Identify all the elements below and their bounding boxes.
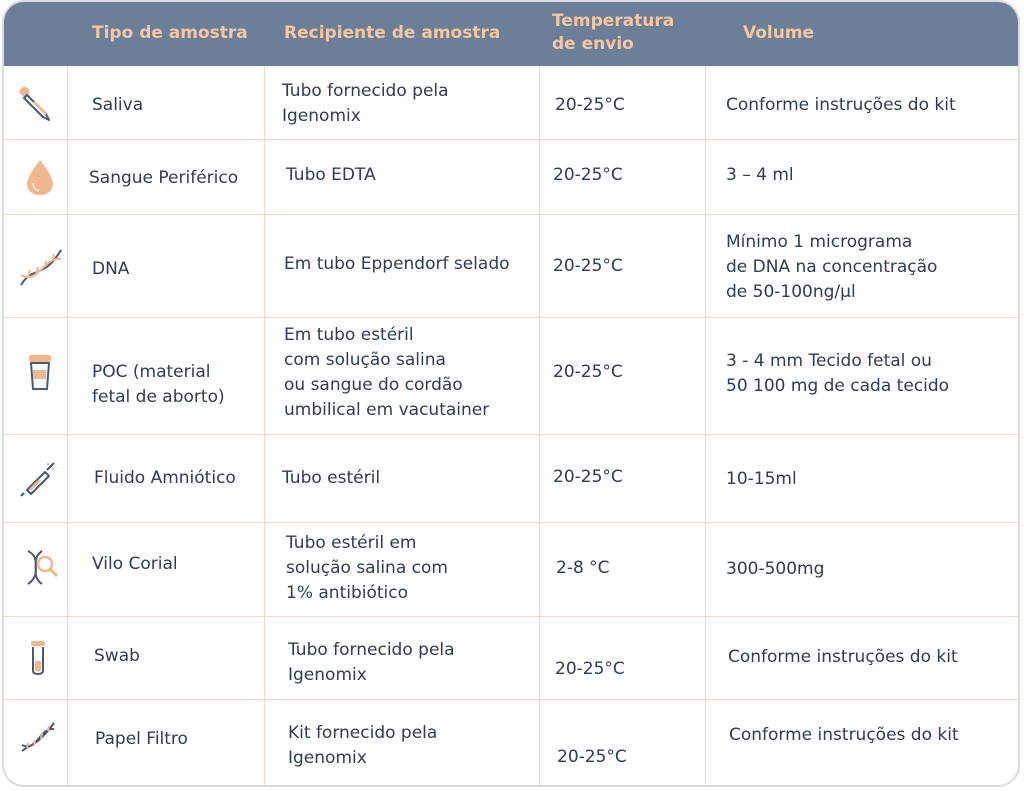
- container-line: Igenomix: [288, 665, 367, 685]
- volume-filter-paper: Conforme instruções do kit: [729, 725, 959, 745]
- syringe-icon: [18, 459, 58, 499]
- sample-table: [2, 0, 1020, 787]
- container-line: com solução salina: [284, 350, 446, 370]
- volume-blood: 3 – 4 ml: [726, 165, 794, 185]
- header-temperature-line1: Temperatura: [552, 11, 675, 31]
- temperature-filter-paper: 20-25°C: [557, 747, 627, 767]
- specimen-jar-icon: [20, 352, 60, 392]
- dropper-icon: [16, 84, 56, 124]
- volume-dna: [726, 230, 937, 305]
- test-tube-icon: [18, 639, 58, 679]
- container-line: Tubo fornecido pela: [288, 640, 455, 660]
- volume-chorionic: 300-500mg: [726, 559, 825, 579]
- volume-line: 3 - 4 mm Tecido fetal ou: [726, 351, 932, 371]
- row-divider: [4, 214, 1018, 215]
- sample-type-line: fetal de aborto): [92, 387, 225, 407]
- container-line: Em tubo estéril: [284, 325, 414, 345]
- column-divider: [67, 66, 68, 785]
- column-divider: [264, 66, 265, 785]
- container-dna: Em tubo Eppendorf selado: [284, 254, 510, 274]
- row-divider: [4, 699, 1018, 700]
- dna-strand-icon: [18, 717, 58, 757]
- container-line: umbilical em vacutainer: [284, 400, 490, 420]
- container-saliva: [282, 79, 449, 129]
- volume-amniotic: 10-15ml: [726, 469, 797, 489]
- row-divider: [4, 522, 1018, 523]
- header-sample-type: Tipo de amostra: [92, 23, 248, 43]
- temperature-poc: 20-25°C: [553, 362, 623, 382]
- sample-type-chorionic: Vilo Corial: [92, 554, 178, 574]
- volume-saliva: Conforme instruções do kit: [726, 95, 956, 115]
- container-line: 1% antibiótico: [286, 583, 409, 603]
- container-line: Tubo estéril em: [286, 533, 417, 553]
- sample-type-filter-paper: Papel Filtro: [95, 729, 188, 749]
- volume-line: Mínimo 1 micrograma: [726, 232, 913, 252]
- volume-poc: [726, 349, 949, 399]
- container-line: Igenomix: [288, 748, 367, 768]
- container-line: solução salina com: [286, 558, 448, 578]
- row-divider: [4, 616, 1018, 617]
- sample-type-swab: Swab: [94, 646, 140, 666]
- container-line: Igenomix: [282, 106, 361, 126]
- dna-helix-icon: [18, 245, 64, 291]
- sample-type-dna: DNA: [92, 259, 130, 279]
- container-swab: [288, 638, 455, 688]
- sample-type-line: POC (material: [92, 362, 211, 382]
- sample-type-blood: Sangue Periférico: [89, 168, 239, 188]
- table-header: [4, 2, 1018, 66]
- row-divider: [4, 434, 1018, 435]
- container-blood: Tubo EDTA: [286, 165, 376, 185]
- temperature-swab: 20-25°C: [555, 659, 625, 679]
- column-divider: [705, 66, 706, 785]
- container-poc: [284, 323, 489, 423]
- temperature-amniotic: 20-25°C: [553, 467, 623, 487]
- container-chorionic: [286, 531, 448, 606]
- sample-type-amniotic: Fluido Amniótico: [94, 468, 236, 488]
- volume-line: 50 100 mg de cada tecido: [726, 376, 950, 396]
- volume-line: de DNA na concentração: [726, 257, 938, 277]
- container-amniotic: Tubo estéril: [282, 468, 381, 488]
- sample-type-poc: [92, 360, 225, 410]
- header-temperature: [552, 10, 674, 56]
- temperature-dna: 20-25°C: [553, 256, 623, 276]
- container-line: ou sangue do cordão: [284, 375, 463, 395]
- column-divider: [539, 66, 540, 785]
- header-temperature-line2: de envio: [552, 34, 634, 54]
- volume-swab: Conforme instruções do kit: [728, 647, 958, 667]
- temperature-saliva: 20-25°C: [555, 95, 625, 115]
- container-line: Tubo fornecido pela: [282, 81, 449, 101]
- dna-magnifier-icon: [20, 547, 60, 587]
- container-line: Kit fornecido pela: [288, 723, 438, 743]
- container-filter-paper: [288, 721, 437, 771]
- sample-type-saliva: Saliva: [92, 95, 144, 115]
- header-container: Recipiente de amostra: [284, 23, 501, 43]
- blood-drop-icon: [20, 157, 60, 197]
- temperature-chorionic: 2-8 °C: [556, 558, 610, 578]
- row-divider: [4, 139, 1018, 140]
- header-volume: Volume: [743, 23, 815, 43]
- row-divider: [4, 317, 1018, 318]
- volume-line: de 50-100ng/µl: [726, 282, 856, 302]
- temperature-blood: 20-25°C: [553, 165, 623, 185]
